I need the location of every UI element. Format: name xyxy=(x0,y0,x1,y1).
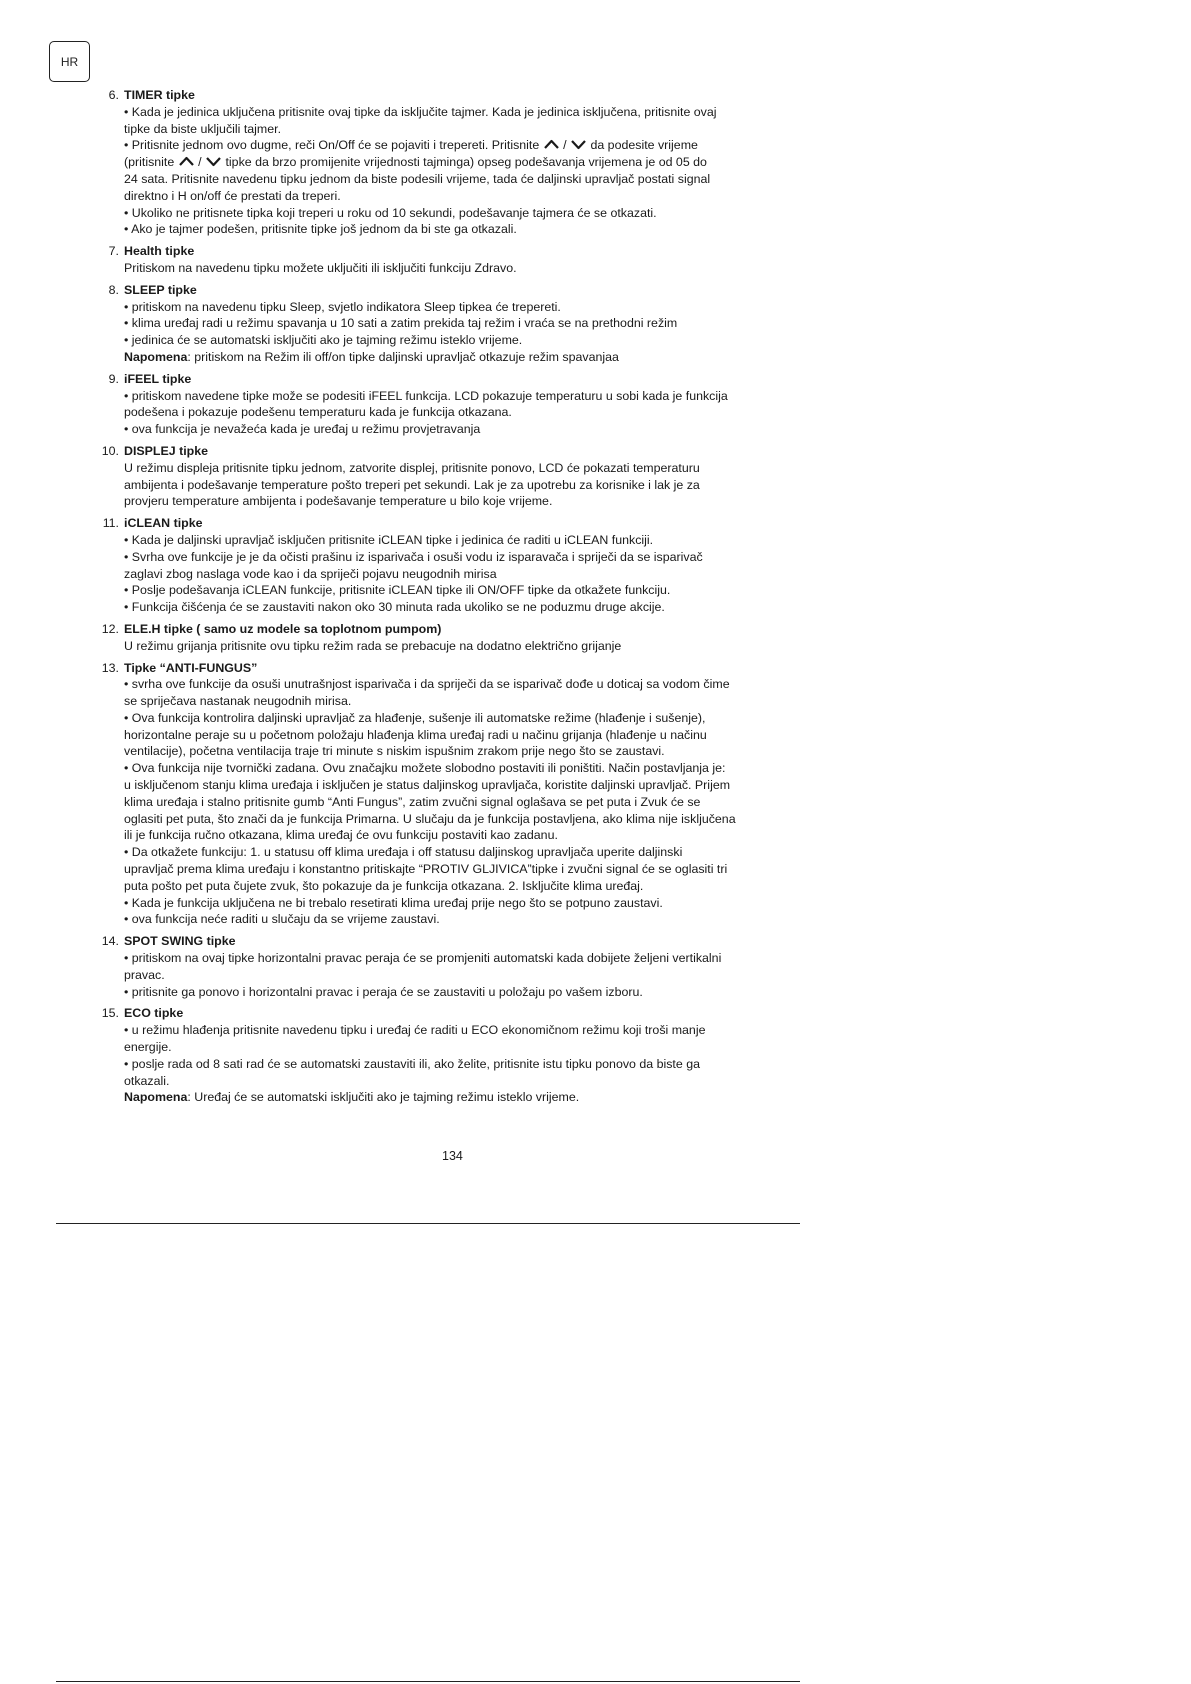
item-title: ELE.H tipke ( samo uz modele sa toplotnom pumpom) xyxy=(124,621,442,636)
item-number: 9. xyxy=(108,371,119,386)
item-body xyxy=(124,443,792,510)
item-number: 14. xyxy=(101,934,119,949)
item-body xyxy=(124,933,792,1000)
note-label: Napomena xyxy=(124,349,188,364)
list-item xyxy=(92,515,792,616)
list-item xyxy=(92,87,792,238)
item-number: 6. xyxy=(108,88,119,102)
text-line: • Funkcija čišćenja će se zaustaviti nakon oko 30 minuta rada ukoliko se ne poduzmu druge akcije. xyxy=(124,600,665,615)
text-line: • svrha ove funkcije da osuši unutrašnjost isparivača i da spriječi da se isparivač dođe u doticaj sa vodom čime xyxy=(124,677,730,692)
text-line: • Poslje podešavanja iCLEAN funkcije, pritisnite iCLEAN tipke ili ON/OFF tipke da otkažete funkciju. xyxy=(124,583,671,598)
item-title: iFEEL tipke xyxy=(124,371,192,386)
text-fragment: : Uređaj će se automatski isključiti ako je tajming režimu isteklo vrijeme. xyxy=(187,1090,580,1105)
text-fragment: tipke da brzo promijenite vrijednosti tajminga) opseg podešavanja vrijemena je od 05 do xyxy=(222,155,707,170)
item-body xyxy=(124,621,792,655)
item-body xyxy=(124,1005,792,1106)
item-body xyxy=(124,515,792,616)
text-line: • Ova funkcija nije tvornički zadana. Ovu značajku možete slobodno postaviti ili poništiti. Način postavljanja je: xyxy=(124,761,726,776)
item-number: 13. xyxy=(101,660,119,675)
text-line: otkazali. xyxy=(124,1073,170,1088)
language-badge: HR xyxy=(49,41,90,82)
text-line: 24 sata. Pritisnite navedenu tipku jednom da biste podesili vrijeme, tada će daljinski upravljač postati signal xyxy=(124,171,711,186)
text-line: klima uređaja i stalno pritisnite gumb “Anti Fungus”, zatim zvučni signal oglašava se pet puta i Zvuk će se xyxy=(124,794,701,809)
item-title: DISPLEJ tipke xyxy=(124,443,209,458)
text-line: • Kada je funkcija uključena ne bi trebalo resetirati klima uređaj prije nego što se potpuno zaustavi. xyxy=(124,895,663,910)
item-body xyxy=(124,371,792,438)
item-title: iCLEAN tipke xyxy=(124,516,203,531)
item-title: ECO tipke xyxy=(124,1006,184,1021)
text-line: • pritisnite ga ponovo i horizontalni pravac i peraja će se zaustaviti u položaju po vašem izboru. xyxy=(124,984,643,999)
text-line: • pritiskom na ovaj tipke horizontalni pravac peraja će se promjeniti automatski kada dobijete željeni vertikalni xyxy=(124,951,722,966)
document-body xyxy=(92,87,792,1111)
text-line: • Kada je daljinski upravljač isključen pritisnite iCLEAN tipke i jedinica će raditi u iCLEAN funkciji. xyxy=(124,532,654,547)
list-item xyxy=(92,243,792,277)
chevron-down-icon xyxy=(205,155,222,167)
list-item xyxy=(92,621,792,655)
list-item xyxy=(92,282,792,366)
text-line: • poslje rada od 8 sati rad će se automatski zaustaviti ili, ako želite, pritisnite istu tipku ponovo da biste ga xyxy=(124,1056,700,1071)
text-line: ili je funkcija ručno otkazana, klima uređaj će ovu funkciju postaviti kao zadanu. xyxy=(124,828,558,843)
text-line: ambijenta i podešavanje temperature pošto treperi pet sekundi. Lak je za upotrebu za korisnike i lak je za xyxy=(124,477,700,492)
text-line: upravljač prema klima uređaju i konstantno pritiskajte “PROTIV GLJIVICA”tipke i zvučni signal će se oglasiti tri xyxy=(124,862,728,877)
text-line: energije. xyxy=(124,1040,172,1055)
text-line: u isključenom stanju klima uređaja i isključen je status daljinskog upravljača, koristite daljinski upravljač. Prijem xyxy=(124,778,731,793)
list-item xyxy=(92,660,792,929)
text-line: U režimu displeja pritisnite tipku jednom, zatvorite displej, pritisnite ponovo, LCD će pokazati temperaturu xyxy=(124,460,700,475)
text-line: pravac. xyxy=(124,967,165,982)
text-fragment: (pritisnite xyxy=(124,155,178,170)
list-item xyxy=(92,371,792,438)
chevron-down-icon xyxy=(570,138,587,150)
text-line: ventilacije), početna ventilacija traje tri minute s niskim ispušnim zrakom prije nego što se zaustavi. xyxy=(124,744,665,759)
text-line: • Ukoliko ne pritisnete tipka koji treperi u roku od 10 sekundi, podešavanje tajmera će se otkazati. xyxy=(124,205,657,220)
text-line: • Svrha ove funkcije je je da očisti prašinu iz isparivača i osuši vodu iz isparavača i spriječi da se isparivač xyxy=(124,549,703,564)
text-line xyxy=(124,349,792,366)
text-line: • ova funkcija neće raditi u slučaju da se vrijeme zaustavi. xyxy=(124,912,440,927)
item-title: SLEEP tipke xyxy=(124,282,197,297)
item-title: Tipke “ANTI-FUNGUS” xyxy=(124,660,258,675)
text-fragment: • Pritisnite jednom ovo dugme, reči On/Off će se pojaviti i trepereti. Pritisnite xyxy=(124,138,543,153)
text-line: zaglavi zbog naslaga vode kao i da spriječi pojavu neugodnih mirisa xyxy=(124,566,497,581)
text-line: podešena i pokazuje podešenu temperaturu kada je funkcija otkazana. xyxy=(124,405,512,420)
text-fragment: / xyxy=(194,155,206,170)
text-line: • Kada je jedinica uključena pritisnite ovaj tipke da isključite tajmer. Kada je jedinica isključena, pritisnite ovaj xyxy=(124,104,717,119)
text-fragment: / xyxy=(559,138,571,153)
text-line: • Ova funkcija kontrolira daljinski upravljač za hlađenje, sušenje ili automatske režime (hlađenje i sušenje), xyxy=(124,710,706,725)
item-number: 7. xyxy=(108,244,119,259)
item-body xyxy=(124,282,792,366)
text-line: se spriječava nastanak neugodnih mirisa. xyxy=(124,694,352,709)
text-line: • jedinica će se automatski isključiti ako je tajming režimu isteklo vrijeme. xyxy=(124,333,523,348)
text-line: puta pošto pet puta čujete zvuk, što pokazuje da je funkcija otkazana. 2. Isključite klima uređaj. xyxy=(124,878,644,893)
text-line: oglasiti pet puta, što znači da je funkcija Primarna. U slučaju da je funkcija postavljena, ako klima nije isključena xyxy=(124,811,736,826)
text-line: provjeru temperature ambijenta i podešavanje temperature u bilo koje vrijeme. xyxy=(124,494,553,509)
text-line: U režimu grijanja pritisnite ovu tipku režim rada se prebacuje na dodatno električno grijanje xyxy=(124,638,622,653)
text-line: • Da otkažete funkciju: 1. u statusu off klima uređaja i off statusu daljinskog upravljača uperite daljinski xyxy=(124,845,683,860)
text-line: • ova funkcija je nevažeća kada je uređaj u režimu provjetravanja xyxy=(124,422,481,437)
item-number: 12. xyxy=(101,621,119,636)
item-title: TIMER tipke xyxy=(124,88,195,102)
item-title: Health tipke xyxy=(124,244,195,259)
bottom-divider xyxy=(56,1681,800,1682)
item-body xyxy=(124,87,792,238)
text-line xyxy=(124,137,792,154)
text-line: Pritiskom na navedenu tipku možete uključiti ili isključiti funkciju Zdravo. xyxy=(124,260,517,275)
note-label: Napomena xyxy=(124,1090,188,1105)
item-number: 8. xyxy=(108,282,119,297)
text-line xyxy=(124,154,792,171)
text-fragment: da podesite vrijeme xyxy=(587,138,698,153)
text-line: • u režimu hlađenja pritisnite navedenu tipku i uređaj će raditi u ECO ekonomičnom režimu koji troši manje xyxy=(124,1023,706,1038)
text-line xyxy=(124,1089,792,1106)
text-line: • pritiskom na navedenu tipku Sleep, svjetlo indikatora Sleep tipkea će trepereti. xyxy=(124,299,561,314)
text-line: • pritiskom navedene tipke može se podesiti iFEEL funkcija. LCD pokazuje temperaturu u sobi kada je funkcija xyxy=(124,388,728,403)
item-number: 10. xyxy=(101,443,119,458)
text-line: • Ako je tajmer podešen, pritisnite tipke još jednom da bi ste ga otkazali. xyxy=(124,222,517,237)
list-item xyxy=(92,1005,792,1106)
list-item xyxy=(92,933,792,1000)
text-line: horizontalne peraje su u početnom položaju hlađenja klima uređaj radi u načinu grijanja (hlađenje u načinu xyxy=(124,727,707,742)
text-line: tipke da biste uključili tajmer. xyxy=(124,121,282,136)
text-line: direktno i H on/off će prestati da treperi. xyxy=(124,188,341,203)
page-number: 134 xyxy=(442,1149,463,1163)
item-body xyxy=(124,660,792,929)
chevron-up-icon xyxy=(178,155,195,167)
page-divider xyxy=(56,1223,800,1224)
item-number: 15. xyxy=(101,1006,119,1021)
item-body xyxy=(124,243,792,277)
item-number: 11. xyxy=(102,516,119,531)
chevron-up-icon xyxy=(543,138,560,150)
text-line: • klima uređaj radi u režimu spavanja u 10 sati a zatim prekida taj režim i vraća se na prethodni režim xyxy=(124,316,678,331)
list-item xyxy=(92,443,792,510)
item-title: SPOT SWING tipke xyxy=(124,934,236,949)
text-fragment: : pritiskom na Režim ili off/on tipke daljinski upravljač otkazuje režim spavanjaa xyxy=(187,349,619,364)
